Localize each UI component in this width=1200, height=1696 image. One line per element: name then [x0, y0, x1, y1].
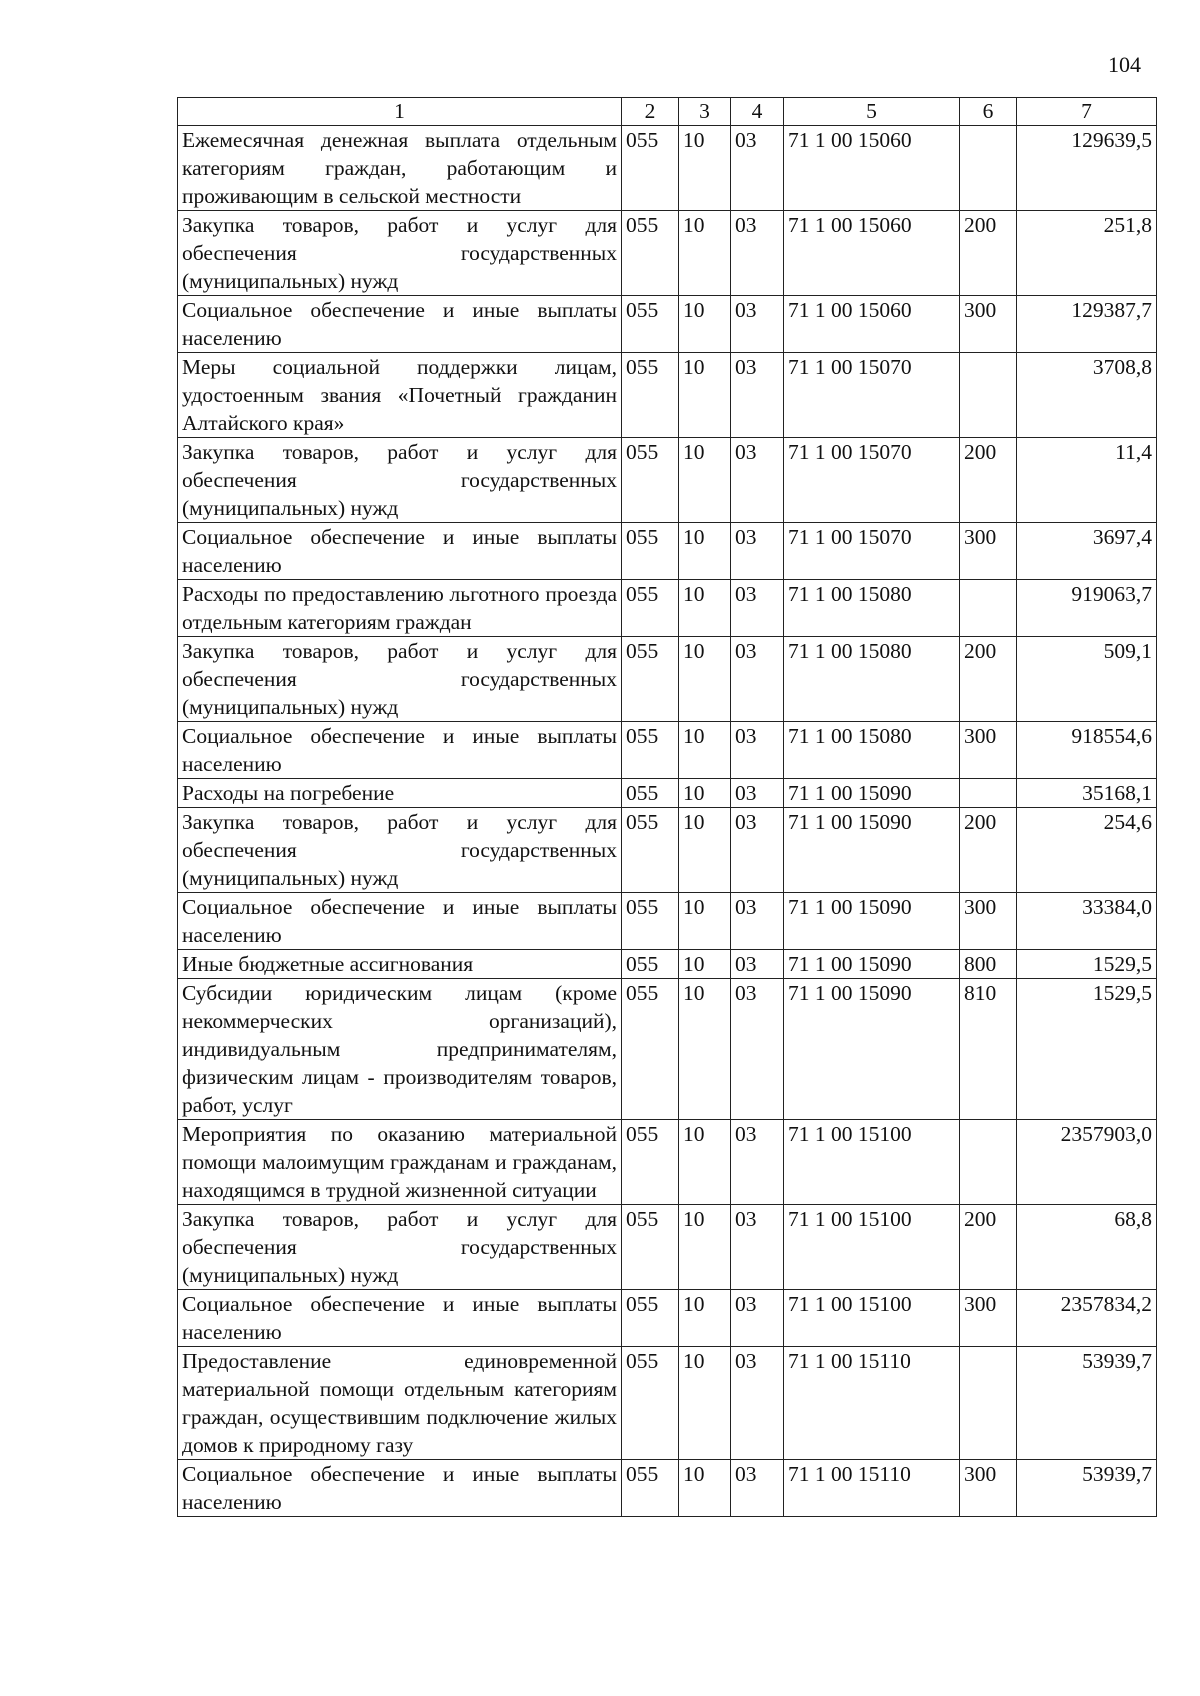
subsection-code-cell: 03	[731, 1460, 784, 1517]
column-header: 2	[622, 98, 679, 126]
expense-type-cell: 300	[960, 296, 1017, 353]
expense-name-cell: Иные бюджетные ассигнования	[178, 950, 622, 979]
subsection-code-cell: 03	[731, 637, 784, 722]
expense-name-cell: Ежемесячная денежная выплата отдельным категориям граждан, работающим и проживающим в сельской местности	[178, 126, 622, 211]
expense-name-cell: Закупка товаров, работ и услуг для обеспечения государственных (муниципальных) нужд	[178, 438, 622, 523]
target-article-cell: 71 1 00 15070	[784, 353, 960, 438]
expense-type-cell: 810	[960, 979, 1017, 1120]
subsection-code-cell: 03	[731, 580, 784, 637]
amount-cell: 3697,4	[1017, 523, 1157, 580]
subsection-code-cell: 03	[731, 808, 784, 893]
section-code-cell: 10	[679, 950, 731, 979]
table-body	[178, 126, 1157, 1517]
target-article-cell: 71 1 00 15110	[784, 1347, 960, 1460]
ministry-code-cell: 055	[622, 296, 679, 353]
section-code-cell: 10	[679, 211, 731, 296]
ministry-code-cell: 055	[622, 580, 679, 637]
column-header: 1	[178, 98, 622, 126]
target-article-cell: 71 1 00 15110	[784, 1460, 960, 1517]
amount-cell: 129387,7	[1017, 296, 1157, 353]
column-header: 3	[679, 98, 731, 126]
section-code-cell: 10	[679, 1460, 731, 1517]
table-row	[178, 808, 1157, 893]
target-article-cell: 71 1 00 15070	[784, 438, 960, 523]
subsection-code-cell: 03	[731, 1120, 784, 1205]
table-row	[178, 126, 1157, 211]
table-row	[178, 1347, 1157, 1460]
expense-type-cell	[960, 126, 1017, 211]
section-code-cell: 10	[679, 580, 731, 637]
section-code-cell: 10	[679, 808, 731, 893]
subsection-code-cell: 03	[731, 1205, 784, 1290]
subsection-code-cell: 03	[731, 523, 784, 580]
expense-name-cell: Предоставление единовременной материальной помощи отдельным категориям граждан, осуществившим подключение жилых домов к природному газу	[178, 1347, 622, 1460]
expense-type-cell	[960, 1347, 1017, 1460]
ministry-code-cell: 055	[622, 211, 679, 296]
expense-type-cell: 200	[960, 808, 1017, 893]
ministry-code-cell: 055	[622, 950, 679, 979]
table-row	[178, 779, 1157, 808]
column-header: 5	[784, 98, 960, 126]
ministry-code-cell: 055	[622, 1205, 679, 1290]
expense-name-cell: Социальное обеспечение и иные выплаты населению	[178, 893, 622, 950]
target-article-cell: 71 1 00 15100	[784, 1205, 960, 1290]
expense-name-cell: Закупка товаров, работ и услуг для обеспечения государственных (муниципальных) нужд	[178, 211, 622, 296]
ministry-code-cell: 055	[622, 126, 679, 211]
subsection-code-cell: 03	[731, 979, 784, 1120]
subsection-code-cell: 03	[731, 126, 784, 211]
subsection-code-cell: 03	[731, 296, 784, 353]
section-code-cell: 10	[679, 893, 731, 950]
expense-name-cell: Меры социальной поддержки лицам, удостоенным звания «Почетный гражданин Алтайского края»	[178, 353, 622, 438]
expense-name-cell: Закупка товаров, работ и услуг для обеспечения государственных (муниципальных) нужд	[178, 637, 622, 722]
table-row	[178, 438, 1157, 523]
expense-type-cell: 300	[960, 1460, 1017, 1517]
table-row	[178, 211, 1157, 296]
ministry-code-cell: 055	[622, 353, 679, 438]
expense-type-cell: 300	[960, 893, 1017, 950]
expense-type-cell: 200	[960, 211, 1017, 296]
subsection-code-cell: 03	[731, 779, 784, 808]
ministry-code-cell: 055	[622, 893, 679, 950]
table-row	[178, 950, 1157, 979]
amount-cell: 2357903,0	[1017, 1120, 1157, 1205]
expense-name-cell: Закупка товаров, работ и услуг для обеспечения государственных (муниципальных) нужд	[178, 1205, 622, 1290]
ministry-code-cell: 055	[622, 1460, 679, 1517]
target-article-cell: 71 1 00 15060	[784, 296, 960, 353]
amount-cell: 509,1	[1017, 637, 1157, 722]
target-article-cell: 71 1 00 15060	[784, 126, 960, 211]
subsection-code-cell: 03	[731, 353, 784, 438]
expense-name-cell: Закупка товаров, работ и услуг для обеспечения государственных (муниципальных) нужд	[178, 808, 622, 893]
amount-cell: 53939,7	[1017, 1347, 1157, 1460]
subsection-code-cell: 03	[731, 438, 784, 523]
section-code-cell: 10	[679, 779, 731, 808]
section-code-cell: 10	[679, 722, 731, 779]
ministry-code-cell: 055	[622, 1290, 679, 1347]
ministry-code-cell: 055	[622, 523, 679, 580]
table-row	[178, 893, 1157, 950]
expense-name-cell: Социальное обеспечение и иные выплаты населению	[178, 1460, 622, 1517]
target-article-cell: 71 1 00 15100	[784, 1290, 960, 1347]
amount-cell: 254,6	[1017, 808, 1157, 893]
expense-type-cell: 300	[960, 1290, 1017, 1347]
expense-name-cell: Субсидии юридическим лицам (кроме некоммерческих организаций), индивидуальным предпринимателям, физическим лицам - производителям товаров, работ, услуг	[178, 979, 622, 1120]
target-article-cell: 71 1 00 15090	[784, 779, 960, 808]
expense-type-cell	[960, 580, 1017, 637]
subsection-code-cell: 03	[731, 1347, 784, 1460]
section-code-cell: 10	[679, 637, 731, 722]
expense-name-cell: Расходы на погребение	[178, 779, 622, 808]
expense-name-cell: Социальное обеспечение и иные выплаты населению	[178, 296, 622, 353]
table-row	[178, 979, 1157, 1120]
expense-name-cell: Мероприятия по оказанию материальной помощи малоимущим гражданам и гражданам, находящимся в трудной жизненной ситуации	[178, 1120, 622, 1205]
expense-type-cell	[960, 1120, 1017, 1205]
subsection-code-cell: 03	[731, 950, 784, 979]
target-article-cell: 71 1 00 15070	[784, 523, 960, 580]
target-article-cell: 71 1 00 15080	[784, 637, 960, 722]
ministry-code-cell: 055	[622, 722, 679, 779]
table-row	[178, 1205, 1157, 1290]
expense-type-cell: 200	[960, 438, 1017, 523]
section-code-cell: 10	[679, 1347, 731, 1460]
target-article-cell: 71 1 00 15090	[784, 893, 960, 950]
target-article-cell: 71 1 00 15060	[784, 211, 960, 296]
expense-type-cell: 200	[960, 1205, 1017, 1290]
expense-name-cell: Расходы по предоставлению льготного проезда отдельным категориям граждан	[178, 580, 622, 637]
amount-cell: 68,8	[1017, 1205, 1157, 1290]
section-code-cell: 10	[679, 438, 731, 523]
ministry-code-cell: 055	[622, 979, 679, 1120]
section-code-cell: 10	[679, 979, 731, 1120]
expense-name-cell: Социальное обеспечение и иные выплаты населению	[178, 722, 622, 779]
amount-cell: 919063,7	[1017, 580, 1157, 637]
amount-cell: 251,8	[1017, 211, 1157, 296]
amount-cell: 1529,5	[1017, 979, 1157, 1120]
ministry-code-cell: 055	[622, 779, 679, 808]
expense-name-cell: Социальное обеспечение и иные выплаты населению	[178, 523, 622, 580]
target-article-cell: 71 1 00 15080	[784, 722, 960, 779]
section-code-cell: 10	[679, 1120, 731, 1205]
column-header: 7	[1017, 98, 1157, 126]
target-article-cell: 71 1 00 15090	[784, 950, 960, 979]
section-code-cell: 10	[679, 523, 731, 580]
section-code-cell: 10	[679, 353, 731, 438]
table-row	[178, 296, 1157, 353]
table-row	[178, 637, 1157, 722]
section-code-cell: 10	[679, 296, 731, 353]
table-row	[178, 722, 1157, 779]
ministry-code-cell: 055	[622, 438, 679, 523]
table-row	[178, 1120, 1157, 1205]
ministry-code-cell: 055	[622, 1120, 679, 1205]
amount-cell: 918554,6	[1017, 722, 1157, 779]
target-article-cell: 71 1 00 15100	[784, 1120, 960, 1205]
expense-type-cell	[960, 353, 1017, 438]
table-row	[178, 353, 1157, 438]
ministry-code-cell: 055	[622, 808, 679, 893]
section-code-cell: 10	[679, 1205, 731, 1290]
target-article-cell: 71 1 00 15090	[784, 808, 960, 893]
expense-type-cell	[960, 779, 1017, 808]
table-header-row	[178, 98, 1157, 126]
expense-type-cell: 300	[960, 722, 1017, 779]
ministry-code-cell: 055	[622, 1347, 679, 1460]
subsection-code-cell: 03	[731, 1290, 784, 1347]
table-row	[178, 1460, 1157, 1517]
amount-cell: 53939,7	[1017, 1460, 1157, 1517]
expense-type-cell: 300	[960, 523, 1017, 580]
section-code-cell: 10	[679, 126, 731, 211]
column-header: 6	[960, 98, 1017, 126]
expense-type-cell: 800	[960, 950, 1017, 979]
amount-cell: 3708,8	[1017, 353, 1157, 438]
amount-cell: 1529,5	[1017, 950, 1157, 979]
amount-cell: 129639,5	[1017, 126, 1157, 211]
table-row	[178, 580, 1157, 637]
subsection-code-cell: 03	[731, 211, 784, 296]
expense-name-cell: Социальное обеспечение и иные выплаты населению	[178, 1290, 622, 1347]
section-code-cell: 10	[679, 1290, 731, 1347]
table-row	[178, 523, 1157, 580]
expense-type-cell: 200	[960, 637, 1017, 722]
page-number: 104	[1108, 52, 1141, 77]
column-header: 4	[731, 98, 784, 126]
subsection-code-cell: 03	[731, 893, 784, 950]
amount-cell: 33384,0	[1017, 893, 1157, 950]
target-article-cell: 71 1 00 15090	[784, 979, 960, 1120]
ministry-code-cell: 055	[622, 637, 679, 722]
budget-table	[177, 97, 1157, 1517]
subsection-code-cell: 03	[731, 722, 784, 779]
amount-cell: 2357834,2	[1017, 1290, 1157, 1347]
table-row	[178, 1290, 1157, 1347]
amount-cell: 11,4	[1017, 438, 1157, 523]
amount-cell: 35168,1	[1017, 779, 1157, 808]
target-article-cell: 71 1 00 15080	[784, 580, 960, 637]
